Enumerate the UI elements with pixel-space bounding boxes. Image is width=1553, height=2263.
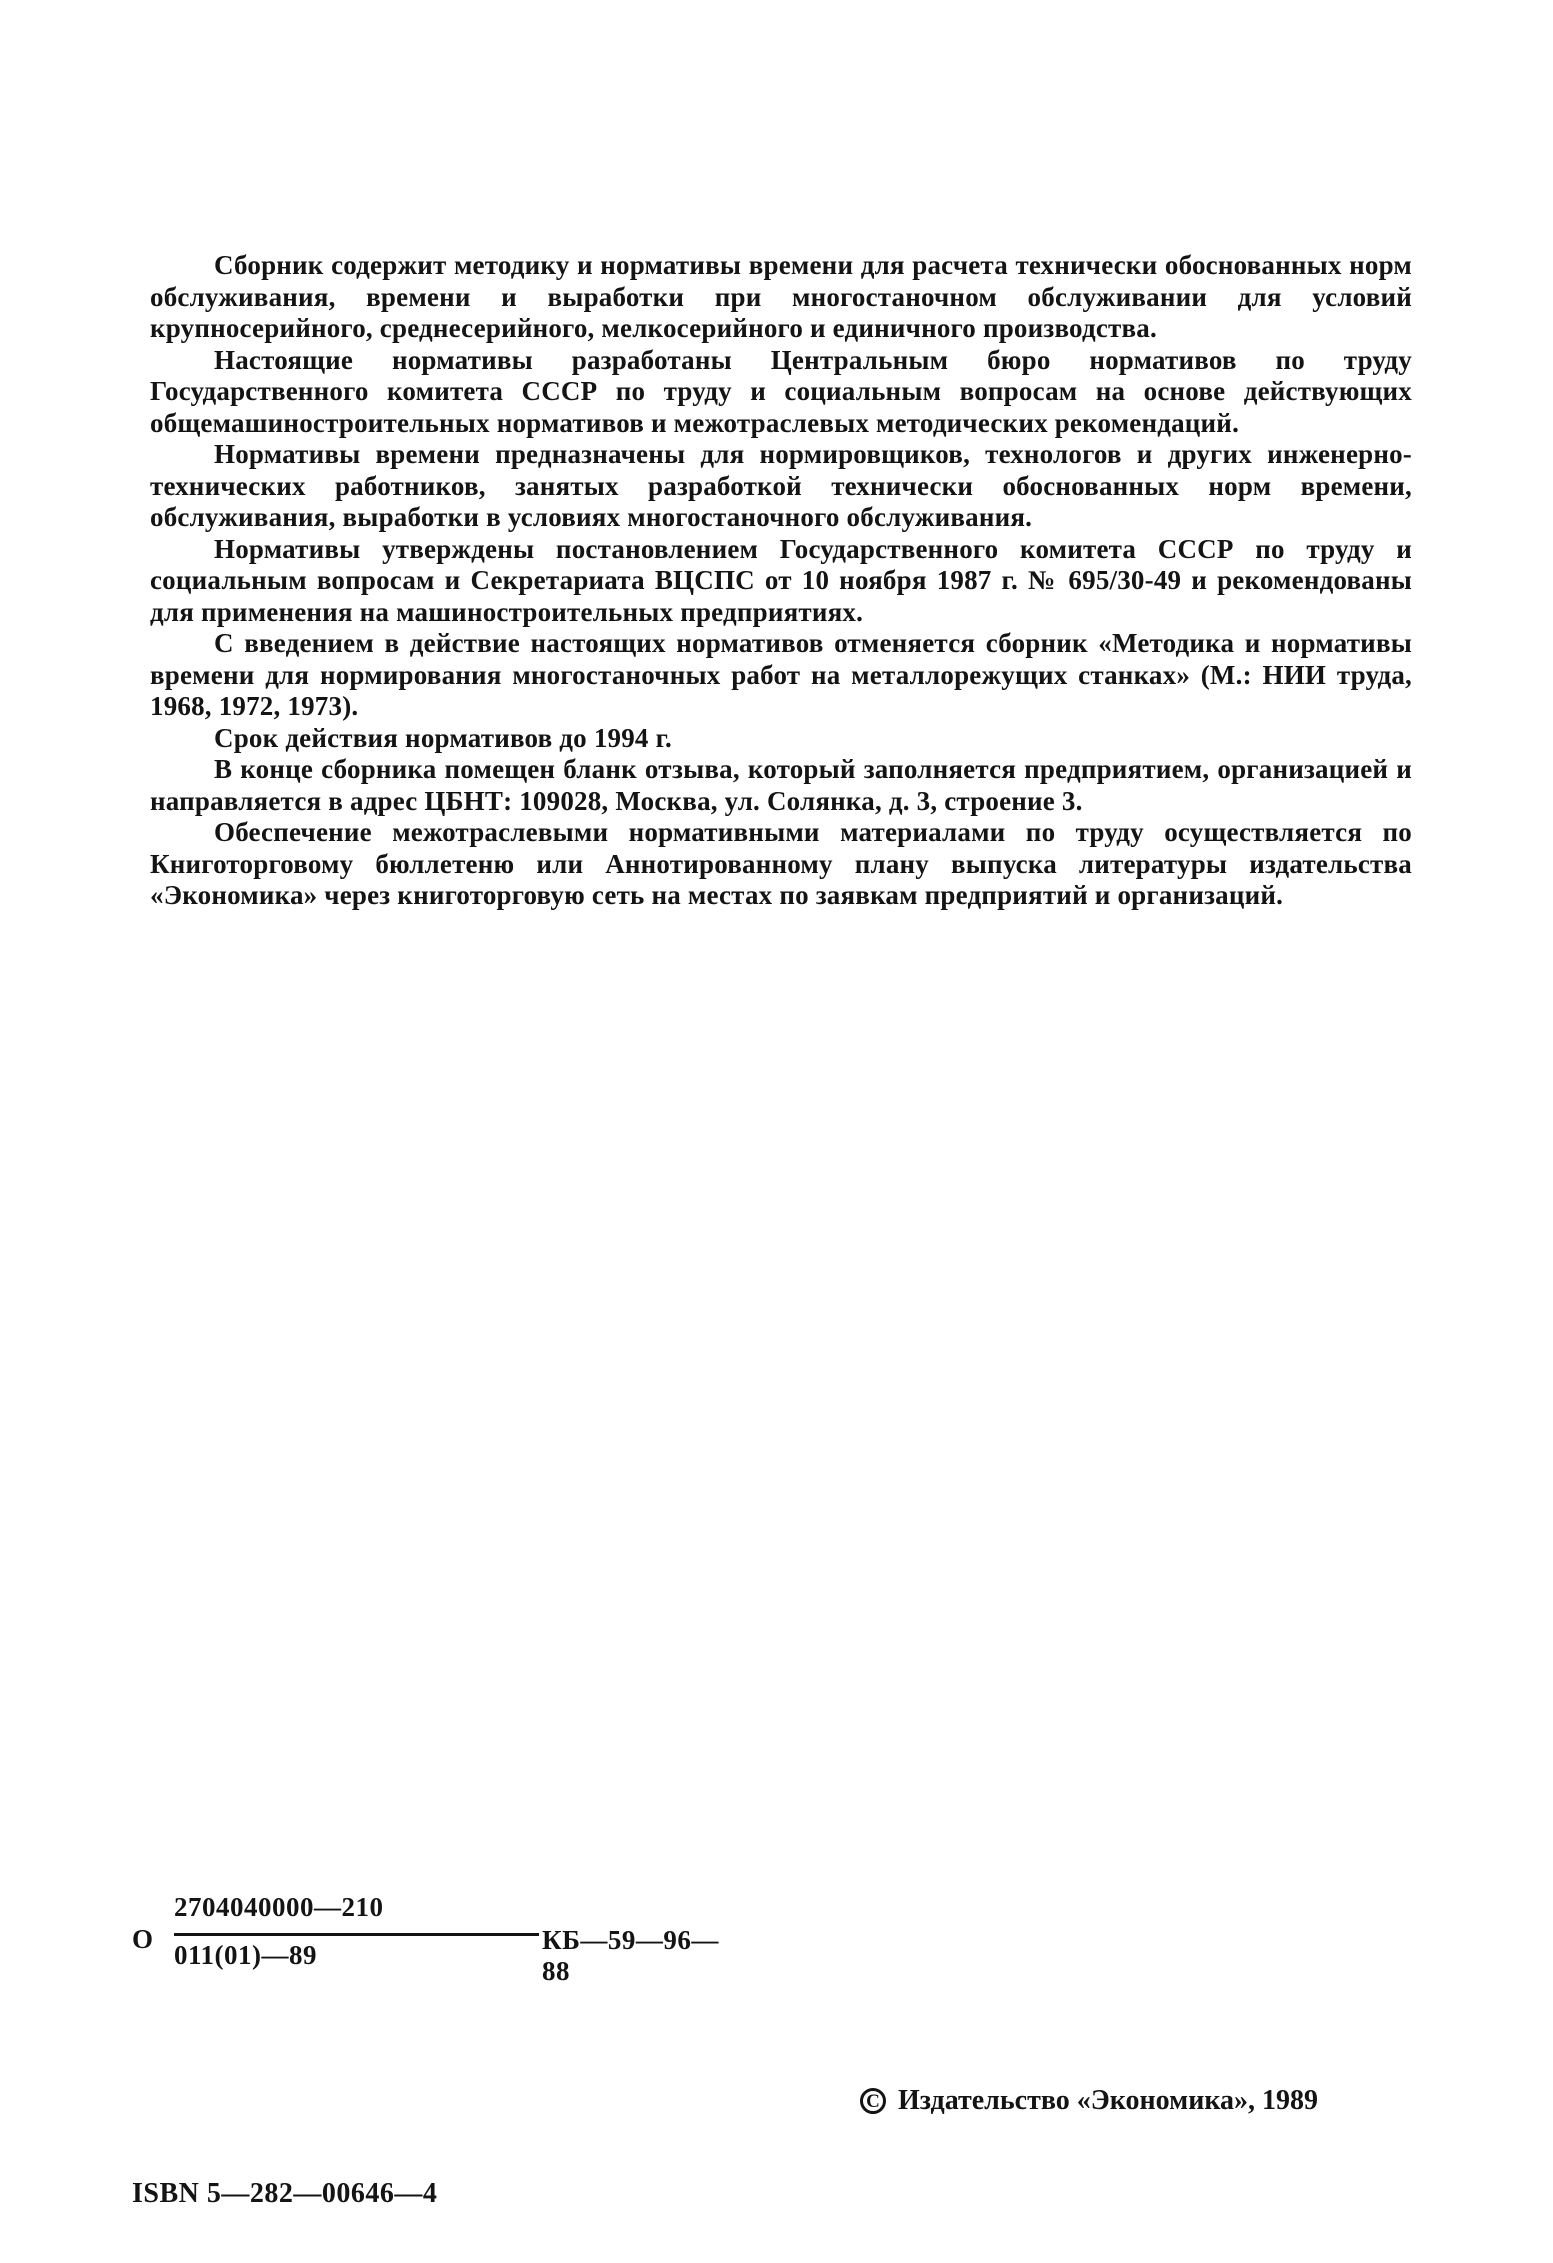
- paragraph-distribution: Обеспечение межотраслевыми нормативными материалами по труду осуществляется по Книготорговому бюллетеню или Аннотированному плану выпуска литературы издательства «Экономика» через книготорговую сеть на местах по заявкам предприятий и организаций.: [150, 817, 1412, 910]
- paragraph-content: Сборник содержит методику и нормативы времени для расчета технически обоснованных норм обслуживания, времени и выработки при многостаночном обслуживании для условий крупносерийного, среднесерийного, мелкосерийного и единичного производства.: [150, 250, 1412, 343]
- annotation-text: [150, 250, 1412, 912]
- isbn: ISBN 5—282—00646—4: [132, 2178, 438, 2209]
- paragraph-supersedes: С введением в действие настоящих нормативов отменяется сборник «Методика и нормативы времени для нормирования многостаночных работ на металлорежущих станках» (М.: НИИ труда, 1968, 1972, 1973).: [150, 628, 1412, 721]
- fraction-bar: [174, 1933, 539, 1936]
- publication-code-suffix: КБ—59—96—88: [542, 1925, 719, 1986]
- paragraph-developer: Настоящие нормативы разработаны Центральным бюро нормативов по труду Государственного комитета СССР по труду и социальным вопросам на основе действующих общемашиностроительных нормативов и межотраслевых методических рекомендаций.: [150, 344, 1412, 438]
- copyright-text: Издательство «Экономика», 1989: [898, 2085, 1319, 2116]
- publication-code-denominator: 011(01)—89: [174, 1940, 317, 1970]
- publication-code-numerator: 2704040000—210: [174, 1892, 384, 1922]
- copyright-line: [860, 2085, 1318, 2117]
- paragraph-audience: Нормативы времени предназначены для нормировщиков, технологов и других инженерно-технических работников, занятых разработкой технически обоснованных норм времени, обслуживания, выработки в условиях многостаночного обслуживания.: [150, 439, 1412, 532]
- publication-code-prefix: О: [132, 1924, 154, 1954]
- paragraph-feedback-form: В конце сборника помещен бланк отзыва, который заполняется предприятием, организацией и направляется в адрес ЦБНТ: 109028, Москва, ул. Солянка, д. 3, строение 3.: [150, 754, 1412, 816]
- publication-code: [132, 1892, 732, 2002]
- paragraph-approval: Нормативы утверждены постановлением Государственного комитета СССР по труду и социальным вопросам и Секретариата ВЦСПС от 10 ноября 1987 г. № 695/30-49 и рекомендованы для применения на машиностроительных предприятиях.: [150, 533, 1412, 627]
- copyright-icon: C: [860, 2088, 886, 2114]
- paragraph-validity: Срок действия нормативов до 1994 г.: [214, 722, 672, 753]
